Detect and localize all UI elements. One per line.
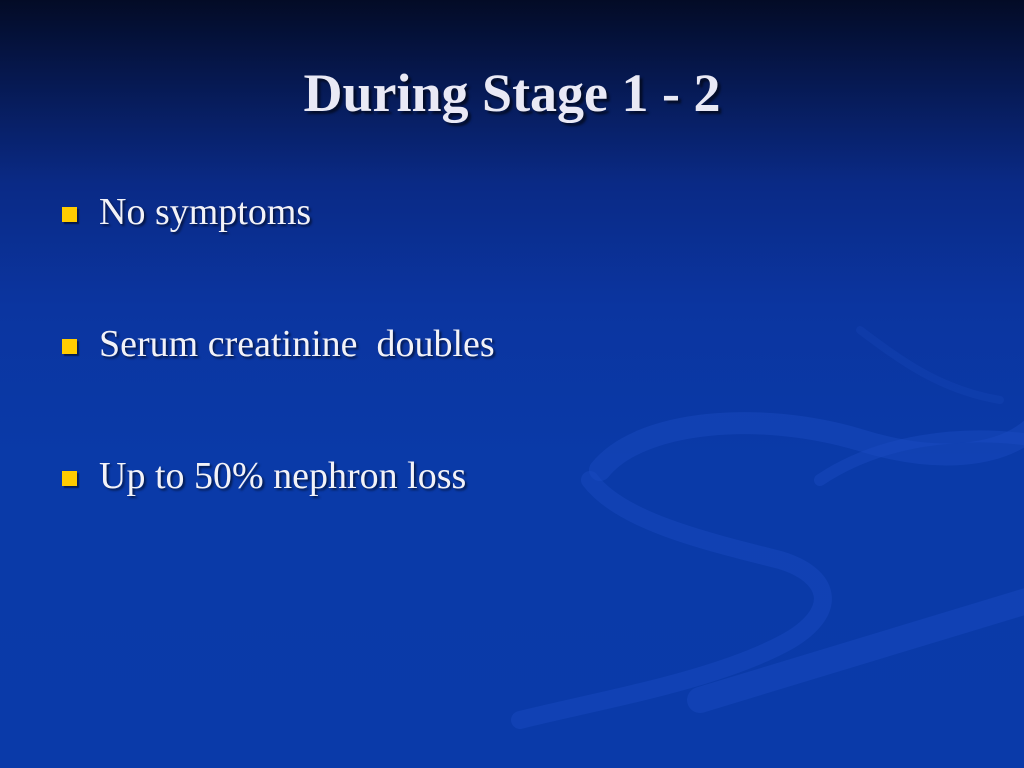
square-bullet-icon [62, 207, 77, 222]
square-bullet-icon [62, 339, 77, 354]
bullet-item [62, 454, 495, 586]
bullet-item [62, 190, 495, 322]
bullet-list [62, 190, 495, 586]
bullet-text: No symptoms [99, 191, 312, 233]
slide-title: During Stage 1 - 2 [303, 63, 721, 123]
bullet-text: Up to 50% nephron loss [99, 455, 467, 497]
square-bullet-icon [62, 471, 77, 486]
bullet-item [62, 322, 495, 454]
bullet-text: Serum creatinine doubles [99, 323, 495, 365]
